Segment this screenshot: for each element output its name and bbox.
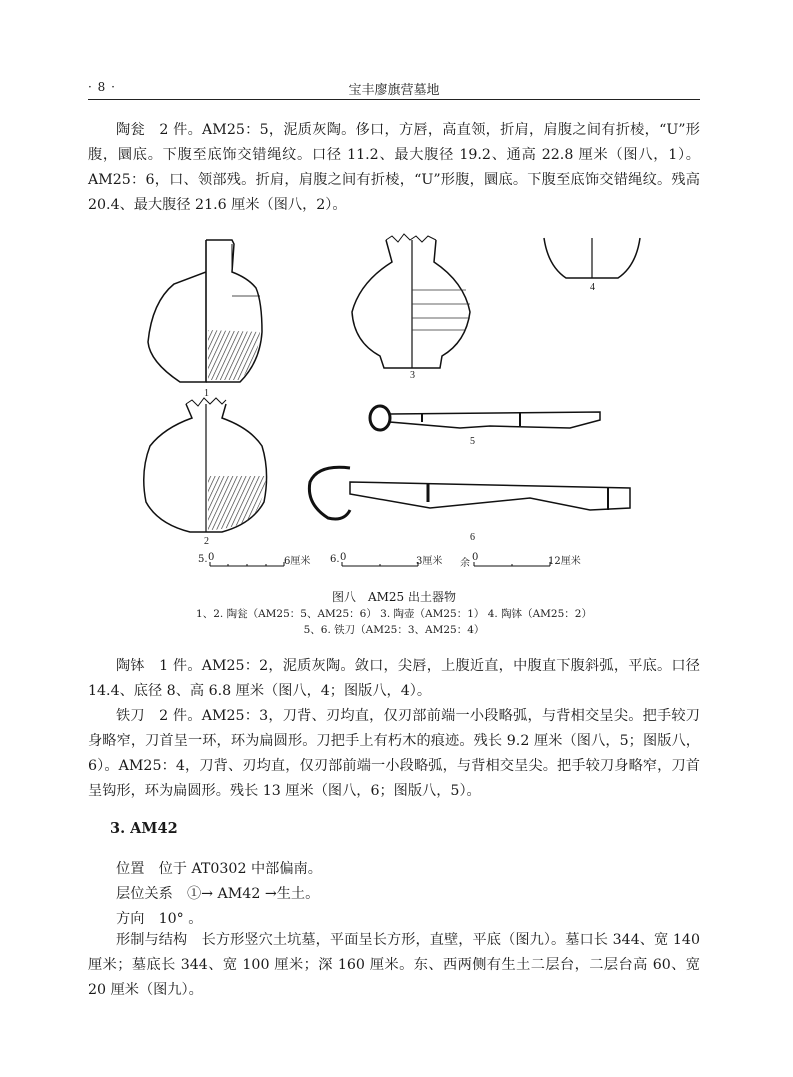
figure-label-5: 5 xyxy=(470,436,475,447)
artifact-drawings xyxy=(130,232,650,572)
line-position: 位置 位于 AT0302 中部偏南。 xyxy=(116,861,322,877)
line-direction: 方向 10° 。 xyxy=(116,911,203,927)
scale-bars xyxy=(210,562,550,566)
scale-5-start: 0 xyxy=(208,552,215,563)
running-title: 宝丰廖旗营墓地 xyxy=(348,83,440,98)
section-heading: 3. AM42 xyxy=(110,820,178,837)
figure-label-2: 2 xyxy=(204,536,209,547)
scale-6-start: 0 xyxy=(340,552,347,563)
figure-label-3: 3 xyxy=(410,370,415,381)
vessel-3-drawing xyxy=(352,234,470,368)
scale-6-prefix: 6. xyxy=(330,554,340,565)
knife-5-drawing xyxy=(370,406,600,430)
paragraph-iron-knife: 铁刀 2 件。AM25：3，刀背、刃均直，仅刃部前端一小段略弧，与背相交呈尖。把手较刀身略窄，刀首呈一环，环为扁圆形。刀把手上有朽木的痕迹。残长 9.2 厘米（图八，5；图版八，6）。AM25：4，刀背、刃均直，仅刃部前端一小段略弧，与背相交呈尖。把手较刀身略窄，刀首呈钩形，环为扁圆形。残长 13 厘米（图八，6；图版八，5）。 xyxy=(88,708,700,799)
header-rule xyxy=(88,99,700,100)
figure-label-1: 1 xyxy=(204,388,209,399)
figure-caption-title: 图八 AM25 出土器物 xyxy=(331,590,457,604)
scale-5-end: 6厘米 xyxy=(284,556,311,567)
line-stratigraphy: 层位关系 ①→ AM42 →生土。 xyxy=(116,886,320,902)
scale-5-prefix: 5. xyxy=(198,554,208,565)
knife-6-drawing xyxy=(309,467,630,519)
running-header xyxy=(88,78,700,100)
paragraph-pottery-weng: 陶瓮 2 件。AM25：5，泥质灰陶。侈口，方唇，高直领，折肩，肩腹之间有折棱，“U”形腹，圜底。下腹至底饰交错绳纹。口径 11.2、最大腹径 19.2、通高 22.8 厘米（图八，1）。AM25：6，口、领部残。折肩，肩腹之间有折棱，“U”形腹，圜底。下腹至底饰交错绳纹。残高 20.4、最大腹径 21.6 厘米（图八，2）。 xyxy=(88,122,700,213)
paragraph-pottery-bowl: 陶钵 1 件。AM25：2，泥质灰陶。敛口，尖唇，上腹近直，中腹直下腹斜弧，平底。口径 14.4、底径 8、高 6.8 厘米（图八，4；图版八，4）。 xyxy=(88,658,700,699)
figure-caption-line-2: 5、6. 铁刀（AM25：3、AM25：4） xyxy=(303,624,485,636)
scale-6-end: 3厘米 xyxy=(416,556,443,567)
scale-rest-end: 12厘米 xyxy=(548,556,581,567)
vessel-2-drawing xyxy=(144,398,267,532)
vessel-1-drawing xyxy=(148,240,262,382)
page-number: · 8 · xyxy=(88,80,116,94)
paragraph-structure: 形制与结构 长方形竖穴土坑墓，平面呈长方形，直壁，平底（图九）。墓口长 344、宽 140 厘米；墓底长 344、宽 100 厘米；深 160 厘米。东、西两侧有生土二层台，二层台高 60、宽 20 厘米（图九）。 xyxy=(88,932,700,998)
figure-label-6: 6 xyxy=(470,532,475,543)
figure-label-4: 4 xyxy=(590,282,595,293)
figure-caption-line-1: 1、2. 陶瓮（AM25：5、AM25：6） 3. 陶壶（AM25：1） 4. 陶钵（AM25：2） xyxy=(196,608,592,620)
vessel-4-drawing xyxy=(544,238,640,278)
scale-rest-prefix: 余 xyxy=(460,558,470,569)
scale-rest-start: 0 xyxy=(472,552,479,563)
figure-8 xyxy=(130,232,650,572)
